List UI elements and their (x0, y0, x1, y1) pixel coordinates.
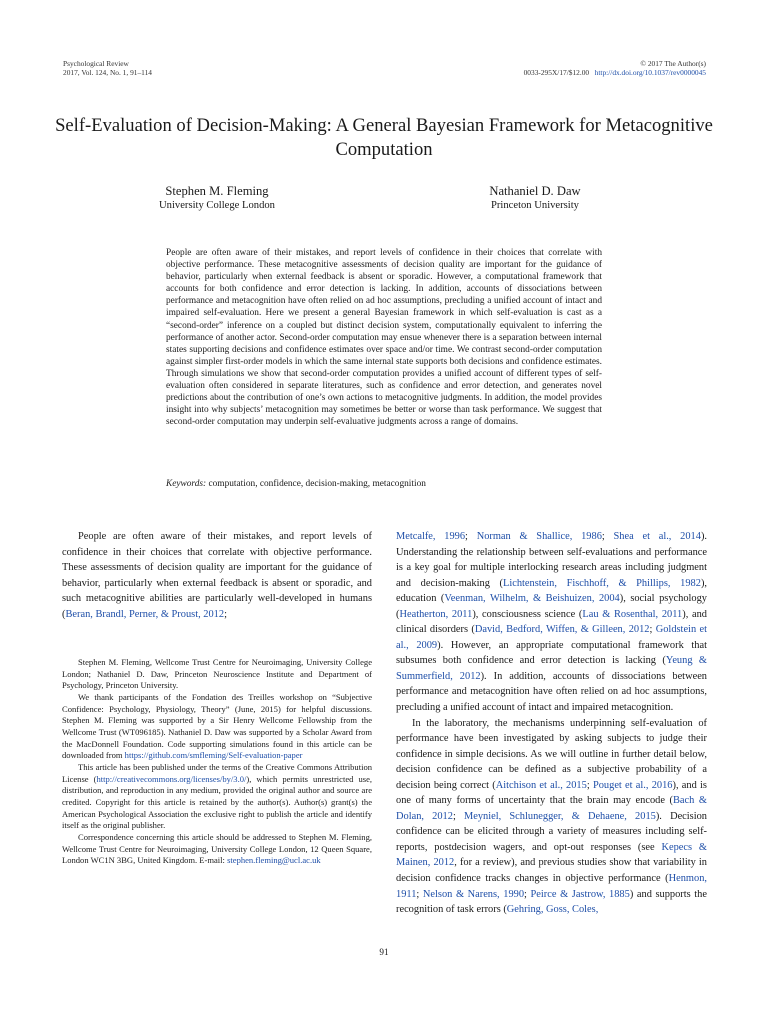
body-text: ), social psychology ( (396, 593, 707, 620)
body-text: ; (524, 888, 531, 900)
body-text: ). In addition, accounts of dissociations between performance and metacognition have often relied on ad hoc assumptions, precluding a unified account of intact and impaired metacognition. (396, 670, 707, 714)
body-text: ; (224, 608, 227, 620)
footnote-correspondence (62, 832, 372, 867)
body-text: ). Understanding the relationship between self-evaluations and performance is a key goal for multiple interlocking research areas including judgment and decision-making ( (396, 531, 707, 589)
citation-link[interactable]: Pouget et al., 2016 (592, 779, 673, 791)
author-block (460, 184, 610, 213)
footnote-acknowledgments (62, 692, 372, 762)
footnote-text: This article has been published under the terms of the Creative Commons Attribution License ( (62, 761, 372, 784)
citation-link[interactable]: Veenman, Wilhelm, & Beishuizen, 2004 (444, 593, 620, 605)
copyright: © 2017 The Author(s) (640, 59, 706, 68)
keywords-label: Keywords: (166, 479, 207, 489)
author-block (142, 184, 292, 213)
body-text: , for a review), and previous studies show that variability in decision confidence tracks changes in objective performance ( (396, 857, 707, 885)
citation-link[interactable]: Bach & Dolan, 2012 (396, 795, 707, 822)
body-text: ), education ( (396, 577, 707, 605)
body-text: In the laboratory, the mechanisms underpinning self-evaluation of performance have been investigated by asking subjects to judge their confidence in simple decisions. As we will outline in further detail below, decision confidence can be defined as a subjective probability of a decision being correct ( (396, 717, 707, 791)
email-link[interactable]: stephen.fleming@ucl.ac.uk (227, 855, 321, 866)
citation-link[interactable]: Gehring, Goss, Coles, (506, 904, 599, 916)
author-name: Stephen M. Fleming (165, 184, 269, 198)
body-paragraph (396, 529, 707, 716)
citation-link[interactable]: Kepecs & Mainen, 2012 (396, 841, 707, 869)
article-title: Self-Evaluation of Decision-Making: A General Bayesian Framework for Metacognitive Computation (55, 115, 713, 160)
footnote-affiliations: Stephen M. Fleming, Wellcome Trust Centre for Neuroimaging, University College London; Nathaniel D. Daw, Princeton Neuroscience Institute and Department of Psychology, Princeton University. (62, 657, 372, 691)
citation-link[interactable]: Norman & Shallice, 1986 (476, 531, 602, 542)
body-text: ), and clinical disorders ( (396, 608, 707, 636)
body-text: ; (452, 810, 465, 822)
page-number: 91 (379, 947, 389, 957)
issn: 0033-295X/17/$12.00 (523, 67, 590, 77)
copyright-header (524, 60, 706, 77)
citation-link[interactable]: Lichtenstein, Fischhoff, & Phillips, 1982 (502, 577, 701, 589)
author-name: Nathaniel D. Daw (489, 184, 581, 198)
citation-link[interactable]: Henmon, 1911 (396, 873, 707, 900)
keywords (166, 478, 602, 490)
footnotes (62, 657, 372, 867)
citation-link[interactable]: David, Bedford, Wiffen, & Gilleen, 2012 (474, 624, 650, 636)
body-text: ; (649, 624, 656, 636)
body-text: ). However, an appropriate computational framework that subsumes both confidence and error detection is lacking ( (396, 639, 707, 667)
citation-link[interactable]: Meyniel, Schlunegger, & Dehaene, 2015 (464, 810, 656, 822)
author-affiliation: University College London (159, 199, 275, 211)
license-link[interactable]: http://creativecommons.org/licenses/by/3.0/ (96, 773, 247, 784)
body-text: ), consciousness science ( (472, 608, 583, 620)
abstract: People are often aware of their mistakes, and report levels of confidence in their choices that correlate with objective performance. These metacognitive assessments of decision quality are important for the guidance of behavior, particularly when external feedback is absent or sporadic. However, a computational framework that accounts for both confidence and error detection is lacking. In addition, accounts of dissociations between performance and metacognition have often relied on ad hoc assumptions, precluding a unified account of intact and impaired self-evaluation. Here we present a general Bayesian framework in which self-evaluation is cast as a “second-order” inference on a coupled but distinct decision system, computationally equivalent to inferring the performance of another actor. Second-order computation may ensue whenever there is a separation between internal states supporting decisions and confidence estimates over space and/or time. We contrast second-order computation against simpler first-order models in which the same internal state supports both decisions and confidence estimates. Through simulations we show that second-order computation provides a unified account of different types of self-evaluation often considered in separate literatures, such as confidence and error detection, and generates novel predictions about the contribution of one’s own actions to metacognitive judgments. In addition, the model provides insight into why subjects’ metacognition may sometimes be better or worse than task performance. We suggest that second-order computation may underpin self-evaluative judgments across a range of domains. (166, 248, 602, 428)
citation-link[interactable]: Heatherton, 2011 (399, 608, 473, 620)
body-text: ), and is one of many forms of uncertainty that the brain may encode ( (396, 779, 707, 807)
journal-header (63, 60, 152, 77)
body-paragraph (396, 716, 707, 918)
body-right-column (396, 529, 707, 918)
citation-link[interactable]: Beran, Brandl, Perner, & Proust, 2012 (65, 608, 225, 620)
keywords-text: computation, confidence, decision-making, metacognition (208, 479, 426, 489)
body-text: ; (416, 888, 423, 900)
code-link[interactable]: https://github.com/smfleming/Self-evaluation-paper (124, 750, 303, 761)
doi-link[interactable]: http://dx.doi.org/10.1037/rev0000045 (594, 67, 706, 77)
body-text: ; (586, 779, 593, 791)
citation-link[interactable]: Metcalfe, 1996 (396, 531, 466, 542)
citation-link[interactable]: Yeung & Summerfield, 2012 (396, 655, 707, 682)
citation-link[interactable]: Lau & Rosenthal, 2011 (582, 608, 683, 620)
journal-issue: 2017, Vol. 124, No. 1, 91–114 (63, 67, 152, 77)
issn-doi (524, 69, 706, 78)
citation-link[interactable]: Nelson & Narens, 1990 (422, 888, 525, 900)
footnote-text: Correspondence concerning this article should be addressed to Stephen M. Fleming, Wellcome Trust Centre for Neuroimaging, University College London, 12 Queen Square, London WC1N 3BG, United Kingdom. E-mail: (62, 831, 372, 866)
citation-link[interactable]: Aitchison et al., 2015 (495, 779, 587, 791)
citation-link[interactable]: Shea et al., 2014 (613, 531, 701, 542)
footnote-license (62, 762, 372, 832)
citation-link[interactable]: Goldstein et al., 2009 (396, 624, 707, 651)
author-affiliation: Princeton University (491, 199, 579, 211)
body-text: ; (601, 531, 614, 542)
body-text: ) and supports the recognition of task errors ( (396, 888, 707, 916)
body-left-column (62, 529, 372, 622)
footnote-text: We thank participants of the Fondation des Treilles workshop on “Subjective Confidence: Psychology, Physiology, Theory” (June, 2015) for helpful discussions. Stephen M. Fleming was supported by a Sir Henry Wellcome Fellowship from the Wellcome Trust (WT096185). Nathaniel D. Daw was supported by a Scholar Award from the MacDonnell Foundation. Code supporting simulations found in this article can be downloaded from (62, 691, 372, 761)
journal-name: Psychological Review (63, 59, 129, 68)
body-text: People are often aware of their mistakes, and report levels of confidence in their choices that correlate with objective performance. These assessments of decision quality are important for the guidance of behavior, particularly when external feedback is absent or sporadic, and such metacognitive abilities are particularly well-developed in humans ( (62, 531, 372, 620)
body-text: ; (465, 531, 477, 542)
footnote-text: ), which permits unrestricted use, distribution, and reproduction in any medium, provided the original author and source are credited. Copyright for this article is retained by the author(s). Author(s) grant(s) the American Psychological Association the exclusive right to publish the article and identify itself as the original publisher. (62, 773, 372, 831)
body-paragraph (62, 529, 372, 622)
body-text: ). Decision confidence can be elicited through a variety of measures including self-reports, postdecision wagers, and opt-out responses (see (396, 810, 708, 853)
citation-link[interactable]: Peirce & Jastrow, 1885 (530, 888, 630, 900)
